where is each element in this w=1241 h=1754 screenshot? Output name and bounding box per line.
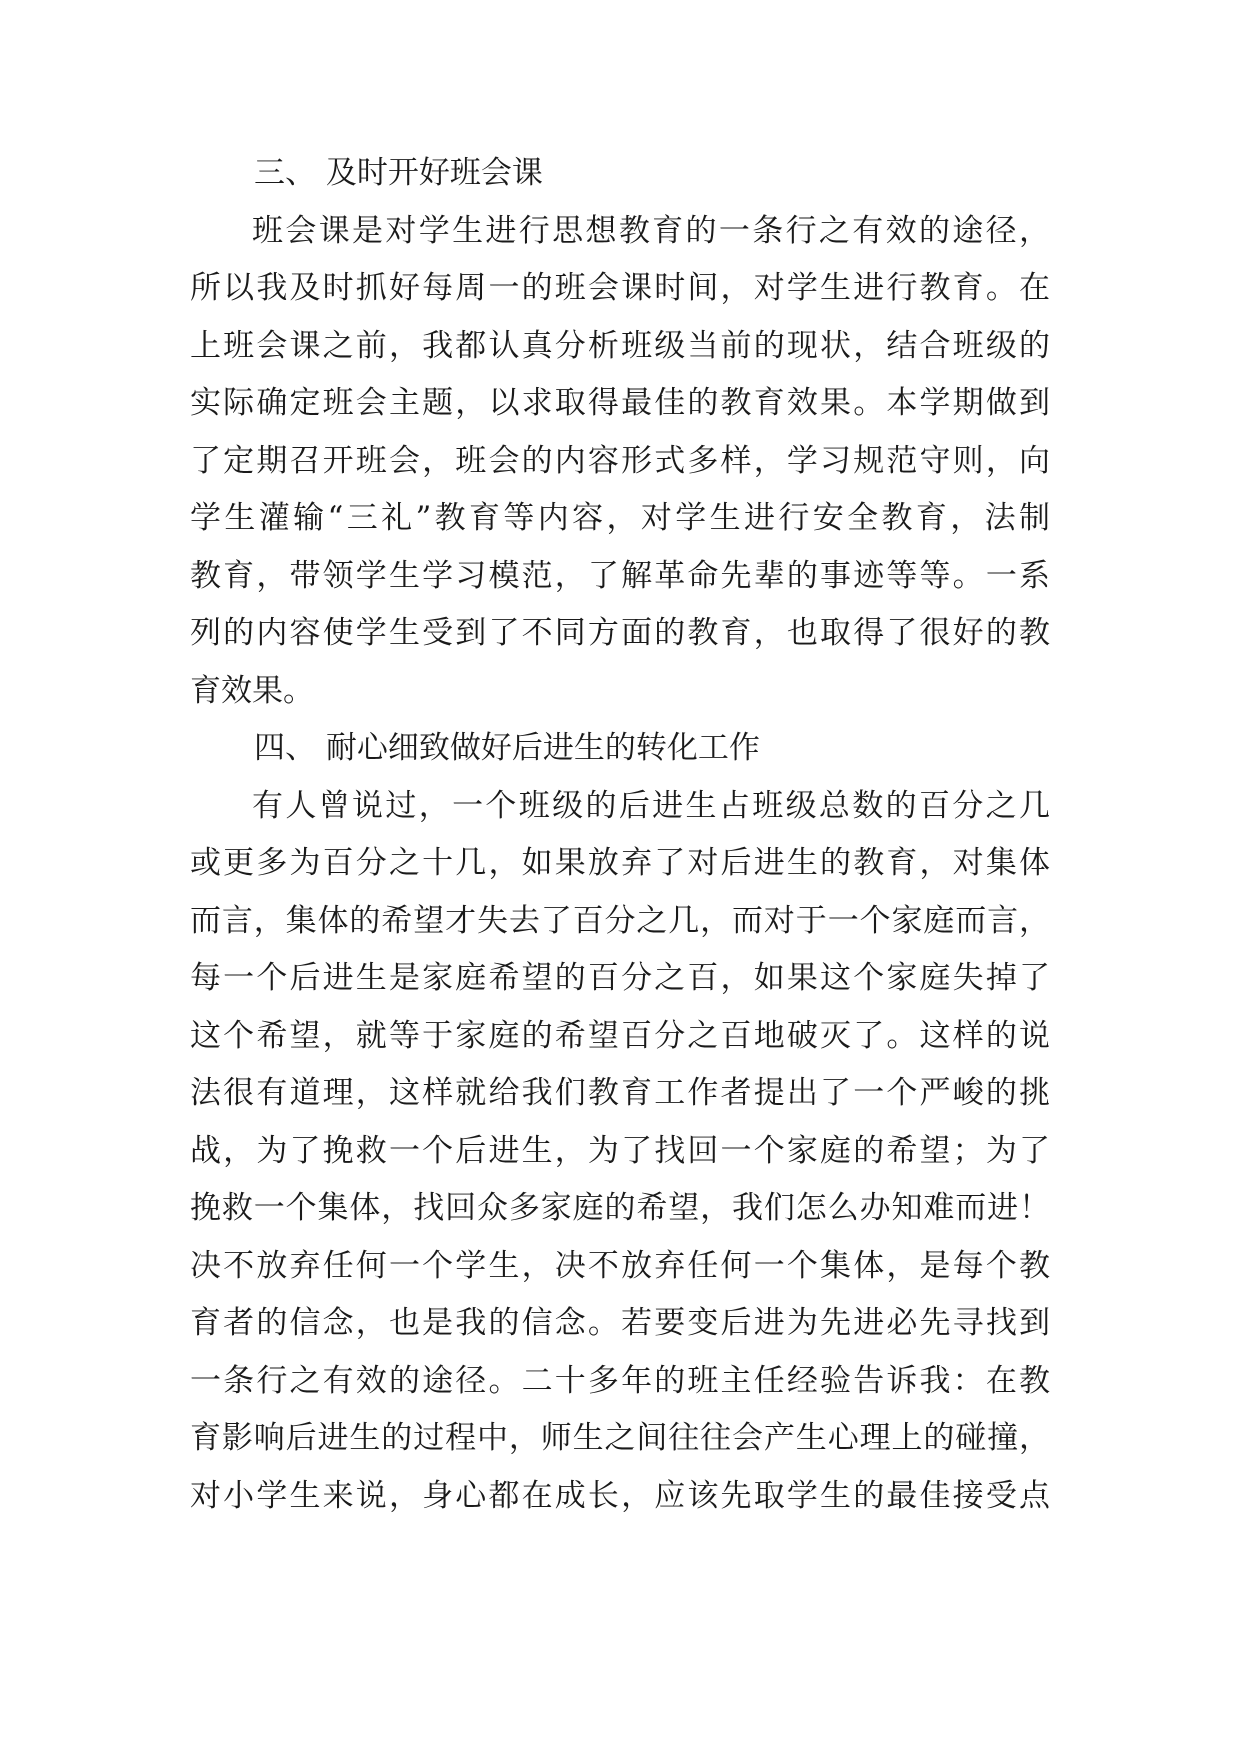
paragraph-line: 了定期召开班会，班会的内容形式多样，学习规范守则，向 <box>190 442 1050 479</box>
section-4-heading: 四、 耐心细致做好后进生的转化工作 <box>254 730 760 766</box>
paragraph-line: 对小学生来说，身心都在成长，应该先取学生的最佳接受点 <box>190 1477 1050 1514</box>
paragraph-line: 战，为了挽救一个后进生，为了找回一个家庭的希望；为了 <box>190 1132 1050 1169</box>
paragraph-line: 这个希望，就等于家庭的希望百分之百地破灭了。这样的说 <box>190 1017 1050 1054</box>
paragraph-line: 育者的信念，也是我的信念。若要变后进为先进必先寻找到 <box>190 1305 1050 1341</box>
paragraph-line: 或更多为百分之十几，如果放弃了对后进生的教育，对集体 <box>190 845 1050 881</box>
paragraph-line: 上班会课之前，我都认真分析班级当前的现状，结合班级的 <box>190 327 1050 364</box>
paragraph-line: 列的内容使学生受到了不同方面的教育，也取得了很好的教 <box>190 615 1050 651</box>
paragraph-line: 每一个后进生是家庭希望的百分之百，如果这个家庭失掉了 <box>190 960 1050 996</box>
paragraph-line: 一条行之有效的途径。二十多年的班主任经验告诉我：在教 <box>190 1362 1050 1399</box>
paragraph-line: 所以我及时抓好每周一的班会课时间，对学生进行教育。在 <box>190 270 1050 306</box>
paragraph-line: 班会课是对学生进行思想教育的一条行之有效的途径， <box>252 212 1050 249</box>
document-page <box>190 155 1050 1538</box>
paragraph-line: 育效果。 <box>190 672 314 709</box>
paragraph-line: 法很有道理，这样就给我们教育工作者提出了一个严峻的挑 <box>190 1075 1050 1111</box>
paragraph-line: 决不放弃任何一个学生，决不放弃任何一个集体，是每个教 <box>190 1247 1050 1284</box>
paragraph-line: 教育，带领学生学习模范，了解革命先辈的事迹等等。一系 <box>190 557 1050 594</box>
paragraph-line: 学生灌输“三礼”教育等内容，对学生进行安全教育，法制 <box>190 500 1050 536</box>
section-3-heading: 三、 及时开好班会课 <box>254 155 543 191</box>
paragraph-line: 育影响后进生的过程中，师生之间往往会产生心理上的碰撞， <box>190 1420 1050 1456</box>
paragraph-line: 实际确定班会主题，以求取得最佳的教育效果。本学期做到 <box>190 385 1050 421</box>
paragraph-line: 而言，集体的希望才失去了百分之几，而对于一个家庭而言， <box>190 902 1050 939</box>
paragraph-line: 有人曾说过，一个班级的后进生占班级总数的百分之几 <box>252 787 1050 824</box>
paragraph-line: 挽救一个集体，找回众多家庭的希望，我们怎么办知难而进！ <box>190 1190 1050 1226</box>
